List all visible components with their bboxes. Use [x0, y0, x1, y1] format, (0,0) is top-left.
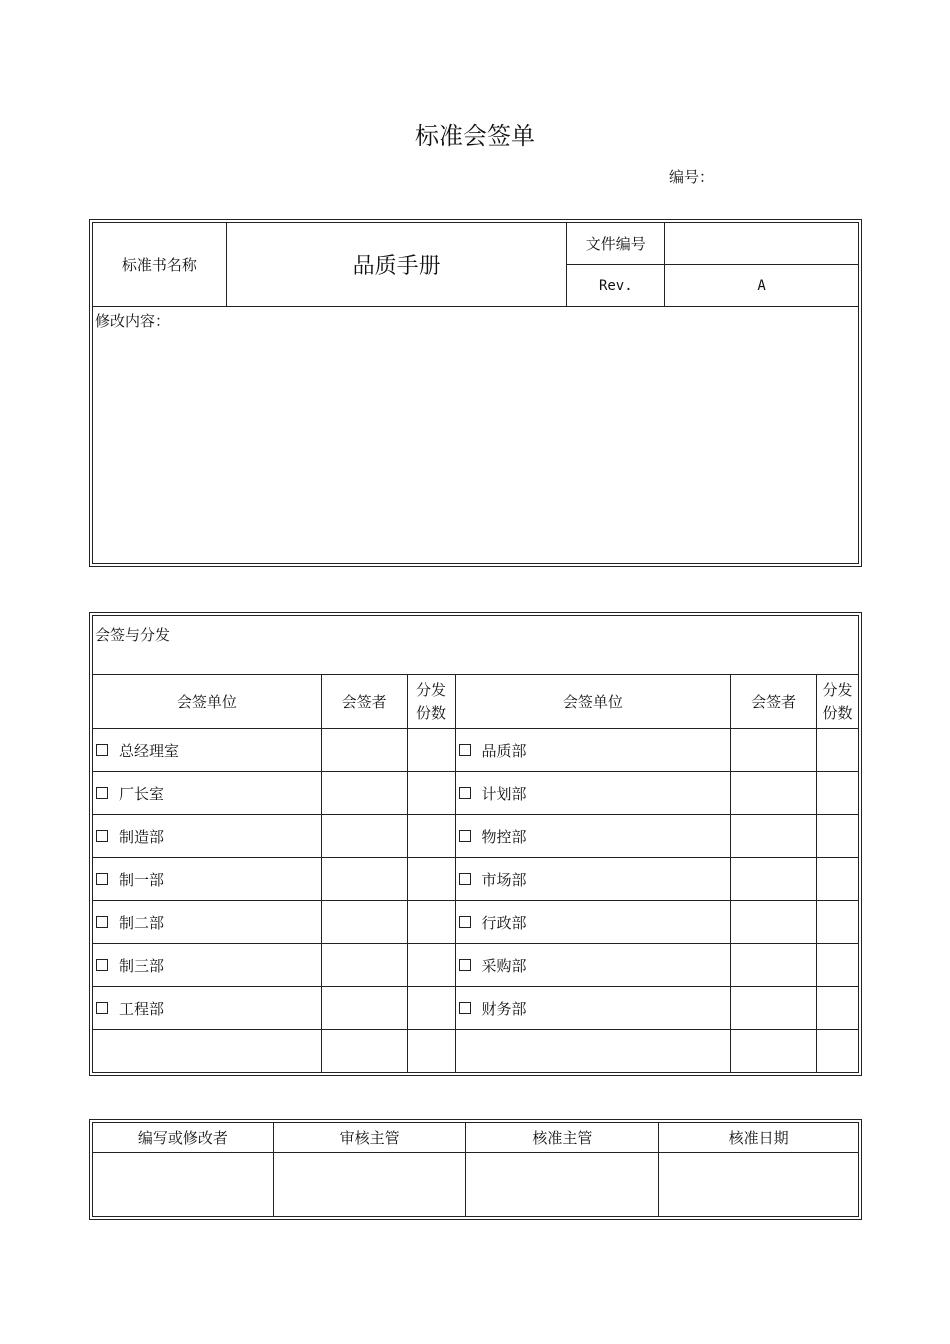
col-header-approver: 核准主管 — [466, 1123, 659, 1153]
rev-label: Rev. — [567, 265, 665, 307]
copies-cell[interactable] — [407, 987, 455, 1030]
copies-cell[interactable] — [407, 901, 455, 944]
signer-cell[interactable] — [321, 901, 407, 944]
approver-field[interactable] — [466, 1153, 659, 1217]
unit-cell: 制三部 — [93, 944, 322, 987]
checkbox[interactable] — [96, 916, 108, 928]
author-field[interactable] — [93, 1153, 274, 1217]
file-no-label: 文件编号 — [567, 223, 665, 265]
checkbox[interactable] — [459, 830, 471, 842]
checkbox[interactable] — [459, 744, 471, 756]
unit-cell: 制二部 — [93, 901, 322, 944]
copies-cell[interactable] — [817, 858, 859, 901]
unit-cell: 物控部 — [455, 815, 731, 858]
checkbox[interactable] — [459, 959, 471, 971]
std-name-value[interactable]: 品质手册 — [226, 223, 567, 307]
std-name-label: 标准书名称 — [93, 223, 227, 307]
copies-cell[interactable] — [407, 815, 455, 858]
col-header-reviewer: 审核主管 — [273, 1123, 466, 1153]
signer-cell[interactable] — [731, 858, 817, 901]
signoff-table — [92, 1122, 859, 1217]
table-row-empty — [93, 1030, 859, 1073]
col-header-author: 编写或修改者 — [93, 1123, 274, 1153]
copies-cell[interactable] — [407, 944, 455, 987]
checkbox[interactable] — [459, 1002, 471, 1014]
signer-cell[interactable] — [321, 987, 407, 1030]
file-no-value[interactable] — [665, 223, 859, 265]
signer-cell[interactable] — [731, 987, 817, 1030]
col-header-copies: 分发 份数 — [407, 675, 455, 729]
unit-cell: 计划部 — [455, 772, 731, 815]
col-header-unit: 会签单位 — [93, 675, 322, 729]
checkbox[interactable] — [96, 787, 108, 799]
unit-cell: 采购部 — [455, 944, 731, 987]
table-row — [93, 987, 859, 1030]
signer-cell[interactable] — [731, 944, 817, 987]
col-header-unit: 会签单位 — [455, 675, 731, 729]
table-row — [93, 901, 859, 944]
unit-cell: 市场部 — [455, 858, 731, 901]
approval-date-field[interactable] — [659, 1153, 859, 1217]
unit-cell: 工程部 — [93, 987, 322, 1030]
signer-cell[interactable] — [321, 729, 407, 772]
signer-cell[interactable] — [321, 858, 407, 901]
rev-value[interactable]: A — [665, 265, 859, 307]
modification-content-label: 修改内容： — [95, 312, 171, 330]
form-title: 标准会签单 — [415, 122, 535, 150]
table-row — [93, 815, 859, 858]
copies-cell[interactable] — [407, 729, 455, 772]
signer-cell[interactable] — [321, 815, 407, 858]
unit-cell: 总经理室 — [93, 729, 322, 772]
col-header-copies: 分发 份数 — [817, 675, 859, 729]
header-table — [92, 222, 859, 564]
unit-cell[interactable] — [455, 1030, 731, 1073]
table-row — [93, 858, 859, 901]
copies-cell[interactable] — [817, 944, 859, 987]
copies-cell[interactable] — [817, 987, 859, 1030]
table-row — [93, 729, 859, 772]
copies-cell[interactable] — [817, 901, 859, 944]
copies-cell[interactable] — [817, 772, 859, 815]
modification-content-field[interactable] — [93, 307, 859, 564]
unit-cell: 制造部 — [93, 815, 322, 858]
checkbox[interactable] — [459, 787, 471, 799]
checkbox[interactable] — [96, 744, 108, 756]
col-header-signer: 会签者 — [321, 675, 407, 729]
col-header-approval-date: 核准日期 — [659, 1123, 859, 1153]
checkbox[interactable] — [96, 959, 108, 971]
signer-cell[interactable] — [731, 1030, 817, 1073]
signer-cell[interactable] — [731, 901, 817, 944]
signer-cell[interactable] — [321, 772, 407, 815]
distribution-table — [92, 615, 859, 1073]
signer-cell[interactable] — [321, 944, 407, 987]
section-label: 会签与分发 — [93, 616, 859, 675]
unit-cell: 厂长室 — [93, 772, 322, 815]
reviewer-field[interactable] — [273, 1153, 466, 1217]
signer-cell[interactable] — [731, 815, 817, 858]
copies-cell[interactable] — [407, 1030, 455, 1073]
col-header-signer: 会签者 — [731, 675, 817, 729]
signer-cell[interactable] — [321, 1030, 407, 1073]
unit-cell: 财务部 — [455, 987, 731, 1030]
copies-cell[interactable] — [817, 1030, 859, 1073]
copies-cell[interactable] — [817, 729, 859, 772]
checkbox[interactable] — [459, 916, 471, 928]
unit-cell[interactable] — [93, 1030, 322, 1073]
copies-cell[interactable] — [817, 815, 859, 858]
checkbox[interactable] — [96, 873, 108, 885]
table-row — [93, 772, 859, 815]
checkbox[interactable] — [459, 873, 471, 885]
copies-cell[interactable] — [407, 858, 455, 901]
unit-cell: 行政部 — [455, 901, 731, 944]
copies-cell[interactable] — [407, 772, 455, 815]
signer-cell[interactable] — [731, 772, 817, 815]
checkbox[interactable] — [96, 1002, 108, 1014]
unit-cell: 制一部 — [93, 858, 322, 901]
table-row — [93, 944, 859, 987]
unit-cell: 品质部 — [455, 729, 731, 772]
signer-cell[interactable] — [731, 729, 817, 772]
checkbox[interactable] — [96, 830, 108, 842]
doc-number-label: 编号： — [669, 168, 715, 186]
